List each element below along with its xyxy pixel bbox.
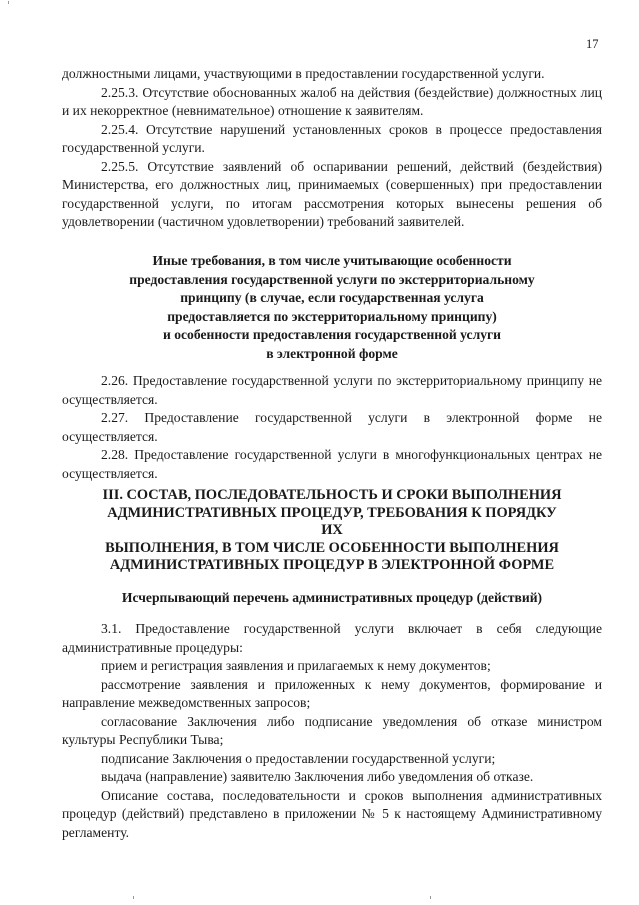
heading-line: III. СОСТАВ, ПОСЛЕДОВАТЕЛЬНОСТЬ И СРОКИ ВЫПОЛНЕНИЯ (102, 487, 562, 503)
paragraph: 2.27. Предоставление государственной услуги в электронной форме не осуществляется. (62, 410, 602, 444)
page-number: 17 (586, 37, 599, 51)
heading-line: Иные требования, в том числе учитывающие особенности (152, 253, 512, 268)
heading-line: ВЫПОЛНЕНИЯ, В ТОМ ЧИСЛЕ ОСОБЕННОСТИ ВЫПОЛНЕНИЯ (105, 539, 559, 556)
heading-line: АДМИНИСТРАТИВНЫХ ПРОЦЕДУР В ЭЛЕКТРОННОЙ ФОРМЕ (109, 557, 555, 574)
top-text-block (62, 65, 602, 232)
list-item: выдача (направление) заявителю Заключения либо уведомления об отказе. (101, 769, 534, 784)
paragraph: должностными лицами, участвующими в предоставлении государственной услуги. (62, 66, 545, 81)
chapter-heading (62, 487, 602, 575)
subheading: Исчерпывающий перечень административных процедур (действий) (121, 590, 543, 605)
list-item: рассмотрение заявления и приложенных к нему документов, формирование и направление межведомственных запросов; (62, 676, 602, 710)
section-heading (62, 252, 602, 363)
heading-line: и особенности предоставления государственной услуги (162, 327, 502, 342)
heading-line: ИХ (321, 522, 343, 539)
bottom-text-block (62, 620, 602, 842)
paragraph: 2.25.5. Отсутствие заявлений об оспаривании решений, действий (бездействия) Министерства, его должностных лиц, принимаемых (совершенных) при предоставлении государственной услуги, по итогам рассмотрения которых вынесены решения об удовлетворении (частичном удовлетворении) требований заявителей. (62, 158, 602, 229)
heading-line: принципу (в случае, если государственная услуга (180, 290, 484, 305)
paragraph: Описание состава, последовательности и сроков выполнения административных процедур (действий) представлено в приложении № 5 к настоящему Административному регламенту. (62, 787, 602, 840)
middle-text-block (62, 372, 602, 483)
heading-line: предоставляется по экстерриториальному принципу) (167, 308, 497, 324)
paragraph: 2.25.4. Отсутствие нарушений установленных сроков в процессе предоставления государственной услуги. (62, 121, 602, 155)
paragraph: 2.26. Предоставление государственной услуги по экстерриториальному принципу не осуществляется. (62, 373, 602, 407)
list-item: подписание Заключения о предоставлении государственной услуги; (101, 750, 496, 766)
heading-line: предоставления государственной услуги по экстерриториальному (129, 271, 535, 287)
heading-line: АДМИНИСТРАТИВНЫХ ПРОЦЕДУР, ТРЕБОВАНИЯ К ПОРЯДКУ (107, 504, 557, 521)
paragraph: 3.1. Предоставление государственной услуги включает в себя следующие административные процедуры: (62, 621, 602, 655)
scan-mark (133, 896, 134, 899)
list-item: прием и регистрация заявления и прилагаемых к нему документов; (101, 658, 491, 673)
heading-line: в электронной форме (266, 345, 398, 361)
scan-mark (8, 1, 9, 4)
paragraph: 2.25.3. Отсутствие обоснованных жалоб на действия (бездействие) должностных лиц и их некорректное (невнимательное) отношение к заявителям. (62, 84, 602, 118)
list-item: согласование Заключения либо подписание уведомления об отказе министром культуры Республики Тыва; (62, 713, 602, 747)
scan-mark (430, 896, 431, 899)
paragraph: 2.28. Предоставление государственной услуги в многофункциональных центрах не осуществляется. (62, 447, 602, 481)
